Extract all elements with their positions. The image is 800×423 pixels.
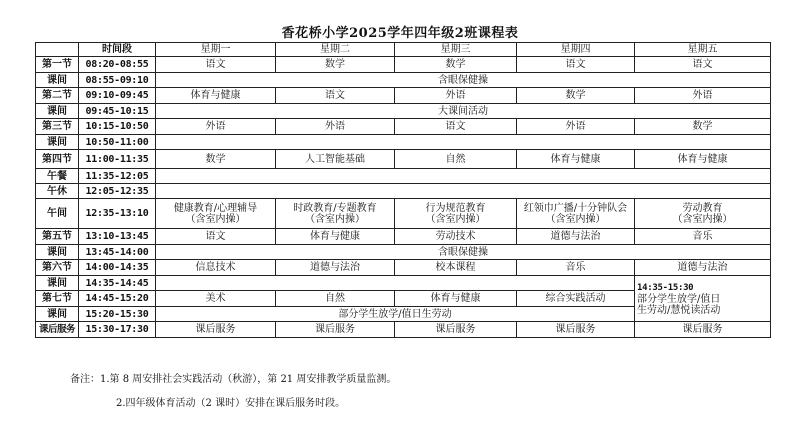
period-label: 课后服务 [36, 322, 79, 338]
class-cell [517, 199, 635, 229]
class-cell: 外语 [395, 88, 517, 104]
table-row [36, 135, 771, 150]
period-label: 第三节 [36, 119, 79, 135]
friday-special-line: 生劳动/慧悦读活动 [637, 304, 721, 316]
time-range: 09:10-09:45 [79, 88, 156, 104]
class-cell: 体育与健康 [156, 88, 276, 104]
header-time: 时间段 [79, 43, 156, 57]
class-cell: 数学 [635, 119, 771, 135]
friday-special-text [637, 294, 720, 316]
time-range: 14:35-14:45 [79, 276, 156, 291]
class-cell-line: 时政教育/专题教育 [293, 202, 377, 214]
class-cell: 外语 [156, 119, 276, 135]
break-activity-cell: 含眼保健操 [156, 73, 771, 88]
table-row [36, 229, 771, 245]
class-cell: 体育与健康 [395, 291, 517, 307]
class-cell: 劳动技术 [395, 229, 517, 245]
class-cell: 语文 [517, 57, 635, 73]
class-cell [395, 199, 517, 229]
class-cell: 数学 [276, 57, 395, 73]
class-cell [156, 199, 276, 229]
time-range: 11:35-12:05 [79, 169, 156, 184]
header-day: 星期五 [635, 43, 771, 57]
class-cell: 语文 [395, 119, 517, 135]
class-cell: 数学 [517, 88, 635, 104]
class-cell: 课后服务 [276, 322, 395, 338]
period-label: 第七节 [36, 291, 79, 307]
class-cell: 课后服务 [156, 322, 276, 338]
class-cell-line: （含室内操） [185, 213, 246, 225]
break-activity-cell [156, 276, 635, 291]
table-row [36, 150, 771, 169]
table-row [36, 184, 771, 199]
period-label: 课间 [36, 245, 79, 260]
break-activity-cell [156, 135, 771, 150]
class-cell: 信息技术 [156, 260, 276, 276]
class-cell-line: （含室内操） [545, 213, 606, 225]
friday-special-line: 部分学生放学/值日 [637, 293, 721, 305]
class-cell: 外语 [517, 119, 635, 135]
header-day: 星期三 [395, 43, 517, 57]
class-cell: 道德与法治 [517, 229, 635, 245]
table-row [36, 199, 771, 229]
class-cell-line: 红领巾广播/十分钟队会 [523, 202, 628, 214]
class-cell: 语文 [156, 229, 276, 245]
class-cell: 语文 [276, 88, 395, 104]
class-cell: 数学 [395, 57, 517, 73]
table-row [36, 73, 771, 88]
table-row [36, 260, 771, 276]
period-label: 第四节 [36, 150, 79, 169]
class-cell: 外语 [635, 88, 771, 104]
period-label: 课间 [36, 73, 79, 88]
period-label: 课间 [36, 307, 79, 322]
time-range: 13:45-14:00 [79, 245, 156, 260]
class-cell [276, 199, 395, 229]
table-row [36, 245, 771, 260]
break-activity-cell [156, 169, 771, 184]
header-row [36, 43, 771, 57]
time-range: 08:20-08:55 [79, 57, 156, 73]
schedule-table [35, 42, 771, 338]
time-range: 12:05-12:35 [79, 184, 156, 199]
period-label: 课间 [36, 104, 79, 119]
class-cell: 校本课程 [395, 260, 517, 276]
friday-special-cell [635, 276, 771, 322]
period-label: 午间 [36, 199, 79, 229]
time-range: 08:55-09:10 [79, 73, 156, 88]
header-day: 星期一 [156, 43, 276, 57]
class-cell: 语文 [156, 57, 276, 73]
time-range: 11:00-11:35 [79, 150, 156, 169]
time-range: 10:50-11:00 [79, 135, 156, 150]
table-row [36, 169, 771, 184]
header-day: 星期二 [276, 43, 395, 57]
period-label: 第一节 [36, 57, 79, 73]
period-label: 课间 [36, 135, 79, 150]
table-row [36, 88, 771, 104]
time-range: 09:45-10:15 [79, 104, 156, 119]
break-activity-cell [156, 184, 771, 199]
period-label: 午餐 [36, 169, 79, 184]
class-cell: 美术 [156, 291, 276, 307]
time-range: 13:10-13:45 [79, 229, 156, 245]
period-label: 第六节 [36, 260, 79, 276]
note-item: 2.四年级体育活动（2 课时）安排在课后服务时段。 [116, 398, 346, 409]
notes [70, 368, 396, 416]
class-cell: 课后服务 [517, 322, 635, 338]
time-range: 14:00-14:35 [79, 260, 156, 276]
class-cell-line: 健康教育/心理辅导 [173, 202, 258, 214]
class-cell: 课后服务 [635, 322, 771, 338]
table-row [36, 119, 771, 135]
class-cell [635, 199, 771, 229]
table-row [36, 104, 771, 119]
friday-special-time: 14:35-15:30 [637, 282, 694, 293]
class-cell: 体育与健康 [517, 150, 635, 169]
class-cell: 道德与法治 [276, 260, 395, 276]
class-cell: 自然 [276, 291, 395, 307]
period-label: 午休 [36, 184, 79, 199]
class-cell-line: 劳动教育 [682, 202, 723, 214]
table-row [36, 276, 771, 291]
header-day: 星期四 [517, 43, 635, 57]
period-label: 第五节 [36, 229, 79, 245]
class-cell-line: （含室内操） [305, 213, 365, 225]
class-cell: 人工智能基础 [276, 150, 395, 169]
class-cell: 课后服务 [395, 322, 517, 338]
note-item: 备注：1.第 8 周安排社会实践活动（秋游），第 21 周安排教学质量监测。 [70, 374, 397, 385]
break-activity-cell: 部分学生放学/值日生劳动 [156, 307, 635, 322]
table-row [36, 57, 771, 73]
class-cell-line: （含室内操） [425, 213, 486, 225]
class-cell: 体育与健康 [635, 150, 771, 169]
class-cell: 综合实践活动 [517, 291, 635, 307]
class-cell: 语文 [635, 57, 771, 73]
time-range: 10:15-10:50 [79, 119, 156, 135]
class-cell-line: （含室内操） [672, 213, 733, 225]
time-range: 15:20-15:30 [79, 307, 156, 322]
period-label: 第二节 [36, 88, 79, 104]
class-cell: 自然 [395, 150, 517, 169]
period-label: 课间 [36, 276, 79, 291]
break-activity-cell: 大课间活动 [156, 104, 771, 119]
class-cell: 外语 [276, 119, 395, 135]
class-cell: 音乐 [635, 229, 771, 245]
class-cell: 道德与法治 [635, 260, 771, 276]
time-range: 15:30-17:30 [79, 322, 156, 338]
class-cell-line: 行为规范教育 [425, 202, 486, 214]
table-row [36, 322, 771, 338]
class-cell: 体育与健康 [276, 229, 395, 245]
class-cell: 数学 [156, 150, 276, 169]
page-title: 香花桥小学2025学年四年级2班课程表 [281, 26, 519, 41]
break-activity-cell: 含眼保健操 [156, 245, 771, 260]
time-range: 12:35-13:10 [79, 199, 156, 229]
header-period [36, 43, 79, 57]
class-cell: 音乐 [517, 260, 635, 276]
time-range: 14:45-15:20 [79, 291, 156, 307]
